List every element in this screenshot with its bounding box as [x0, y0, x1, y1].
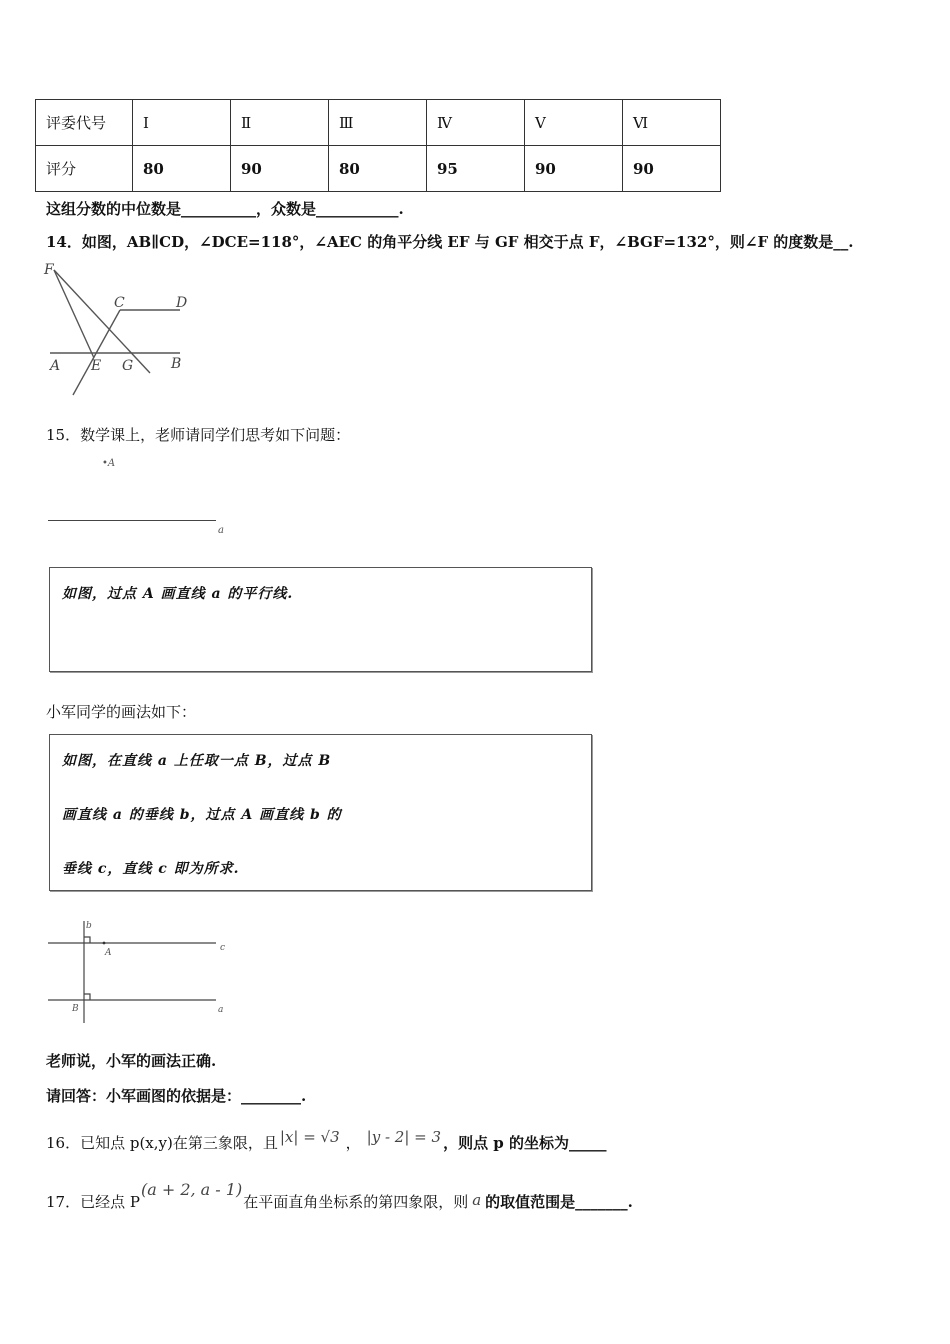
label-b: B [171, 356, 182, 372]
problem-box-text: 如图，过点 A 画直线 a 的平行线. [62, 586, 294, 602]
table-row [36, 100, 721, 146]
answer-prompt: 请回答：小军画图的依据是：________. [46, 1087, 307, 1105]
fig-label-a-line: a [218, 1005, 224, 1015]
q16-suffix: ，则点 p 的坐标为_____ [443, 1134, 607, 1152]
label-f: F [44, 262, 54, 278]
method-line: 如图，在直线 a 上任取一点 B，过点 B [62, 753, 332, 769]
q14-figure [40, 258, 200, 398]
xiaojun-intro: 小军同学的画法如下： [46, 703, 197, 721]
label-e: E [91, 358, 102, 374]
judge-cell: Ⅰ [133, 100, 231, 146]
q16-prefix: 16．已知点 p(x,y)在第三象限，且 [46, 1134, 278, 1152]
q17-line [46, 1180, 633, 1212]
score-cell: 90 [525, 146, 623, 192]
right-angle-mark-bottom [84, 994, 90, 1000]
table-row [36, 146, 721, 192]
q15-construction-figure [44, 915, 244, 1030]
q13-median-mode-text: 这组分数的中位数是__________，众数是___________. [46, 200, 404, 218]
fig-label-c: c [220, 943, 226, 953]
teacher-said: 老师说，小军的画法正确. [46, 1052, 217, 1070]
problem-box [49, 567, 592, 672]
table-header-cell: 评委代号 [36, 100, 133, 146]
line-a [48, 520, 216, 521]
q17-suffix: 的取值范围是_______. [485, 1193, 633, 1211]
judge-cell: Ⅵ [623, 100, 721, 146]
score-cell: 80 [329, 146, 427, 192]
score-table [35, 99, 721, 192]
line-fg [54, 270, 150, 373]
fig-label-b-point: B [72, 1004, 79, 1014]
q17-variable: a [472, 1191, 482, 1209]
fig-label-a-point: A [105, 948, 112, 958]
judge-cell: Ⅲ [329, 100, 427, 146]
q16-separator: ， [345, 1134, 361, 1152]
judge-cell: Ⅱ [231, 100, 329, 146]
line-a-label: a [218, 525, 224, 536]
method-line: 画直线 a 的垂线 b，过点 A 画直线 b 的 [62, 807, 342, 823]
score-cell: 95 [427, 146, 525, 192]
q16-line [46, 1128, 607, 1153]
point-a-label: •A [102, 458, 116, 469]
score-cell: 80 [133, 146, 231, 192]
q16-condition-x: |x| = √3 [279, 1128, 340, 1146]
point-a-dot [103, 942, 106, 945]
line-fe [54, 270, 94, 358]
right-angle-mark-top [84, 937, 90, 943]
q16-condition-y: |y - 2| = 3 [366, 1128, 442, 1146]
q17-middle: 在平面直角坐标系的第四象限，则 [243, 1193, 469, 1211]
q17-prefix: 17．已经点 P [46, 1193, 140, 1211]
judge-cell: Ⅳ [427, 100, 525, 146]
label-g: G [122, 358, 134, 374]
label-a: A [50, 358, 61, 374]
table-header-cell: 评分 [36, 146, 133, 192]
method-line: 垂线 c，直线 c 即为所求. [62, 861, 240, 877]
q15-text: 15．数学课上，老师请同学们思考如下问题： [46, 426, 351, 444]
method-box [49, 734, 592, 891]
label-d: D [176, 295, 188, 311]
score-cell: 90 [623, 146, 721, 192]
label-c: C [114, 295, 125, 311]
q17-coordinate: (a + 2, a - 1) [140, 1180, 243, 1199]
q14-text: 14．如图，AB∥CD，∠DCE=118°，∠AEC 的角平分线 EF 与 GF 相交于点 F，∠BGF=132°，则∠F 的度数是__. [46, 233, 854, 251]
fig-label-b: b [86, 921, 92, 931]
score-cell: 90 [231, 146, 329, 192]
judge-cell: Ⅴ [525, 100, 623, 146]
